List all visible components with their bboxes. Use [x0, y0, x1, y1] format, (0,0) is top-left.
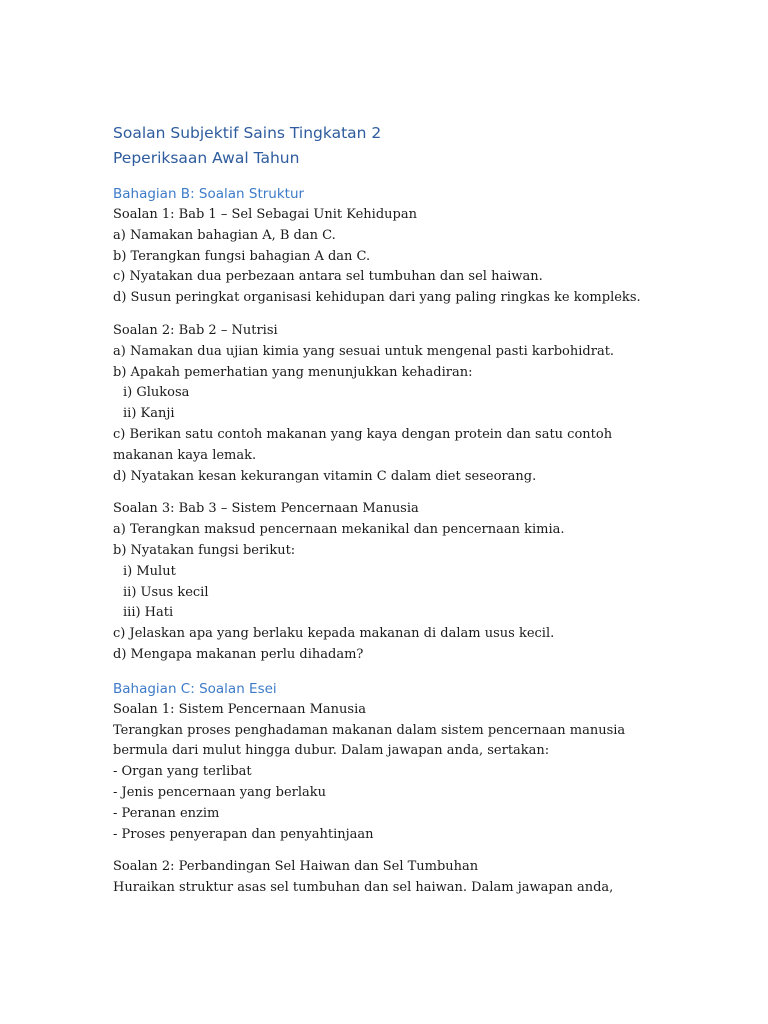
section-b-question-3: [113, 499, 673, 665]
spacer: [113, 666, 673, 678]
question-item: b) Terangkan fungsi bahagian A dan C.: [113, 248, 371, 264]
question-item: a) Terangkan maksud pencernaan mekanikal dan pencernaan kimia.: [113, 522, 565, 538]
question-subitem: i) Glukosa: [123, 385, 190, 401]
question-subitem: i) Mulut: [123, 563, 176, 579]
bullet-item: - Organ yang terlibat: [113, 764, 252, 780]
question-title: Soalan 3: Bab 3 – Sistem Pencernaan Manusia: [113, 501, 419, 517]
question-item: b) Apakah pemerhatian yang menunjukkan kehadiran:: [113, 364, 473, 380]
question-title: Soalan 2: Bab 2 – Nutrisi: [113, 322, 278, 338]
spacer: [113, 171, 673, 183]
question-item: c) Berikan satu contoh makanan yang kaya dengan protein dan satu contoh: [113, 426, 613, 442]
question-item: d) Susun peringkat organisasi kehidupan dari yang paling ringkas ke kompleks.: [113, 290, 641, 306]
bullet-item: - Jenis pencernaan yang berlaku: [113, 784, 327, 800]
document-page: [113, 121, 673, 899]
spacer: [113, 845, 673, 857]
question-subitem: ii) Usus kecil: [123, 584, 209, 600]
bullet-item: - Proses penyerapan dan penyahtinjaan: [113, 826, 374, 842]
document-subtitle: Peperiksaan Awal Tahun: [113, 149, 300, 167]
question-item: c) Jelaskan apa yang berlaku kepada makanan di dalam usus kecil.: [113, 626, 555, 642]
question-item-continued: makanan kaya lemak.: [113, 447, 257, 463]
question-item: d) Mengapa makanan perlu dihadam?: [113, 646, 364, 662]
question-text: Huraikan struktur asas sel tumbuhan dan sel haiwan. Dalam jawapan anda,: [113, 880, 614, 896]
question-title: Soalan 1: Bab 1 – Sel Sebagai Unit Kehidupan: [113, 207, 417, 222]
question-item: b) Nyatakan fungsi berikut:: [113, 542, 296, 558]
spacer: [113, 309, 673, 321]
question-title: Soalan 1: Sistem Pencernaan Manusia: [113, 701, 366, 717]
document-title: Soalan Subjektif Sains Tingkatan 2: [113, 124, 382, 142]
question-title: Soalan 2: Perbandingan Sel Haiwan dan Sel Tumbuhan: [113, 859, 479, 875]
question-subitem: ii) Kanji: [123, 406, 175, 422]
question-item: a) Namakan bahagian A, B dan C.: [113, 227, 336, 243]
section-c-heading: Bahagian C: Soalan Esei: [113, 680, 277, 697]
question-text: bermula dari mulut hingga dubur. Dalam jawapan anda, sertakan:: [113, 743, 550, 759]
section-b-question-1: [113, 205, 673, 309]
section-b-question-2: [113, 321, 673, 487]
question-text: Terangkan proses penghadaman makanan dalam sistem pencernaan manusia: [113, 722, 626, 738]
question-item: d) Nyatakan kesan kekurangan vitamin C dalam diet seseorang.: [113, 468, 537, 484]
question-item: a) Namakan dua ujian kimia yang sesuai untuk mengenal pasti karbohidrat.: [113, 343, 615, 359]
spacer: [113, 487, 673, 499]
section-c-question-1: [113, 700, 673, 846]
bullet-item: - Peranan enzim: [113, 805, 220, 821]
section-b-heading: Bahagian B: Soalan Struktur: [113, 186, 305, 202]
section-c-question-2: [113, 857, 673, 899]
question-subitem: iii) Hati: [123, 605, 174, 621]
question-item: c) Nyatakan dua perbezaan antara sel tumbuhan dan sel haiwan.: [113, 269, 543, 285]
